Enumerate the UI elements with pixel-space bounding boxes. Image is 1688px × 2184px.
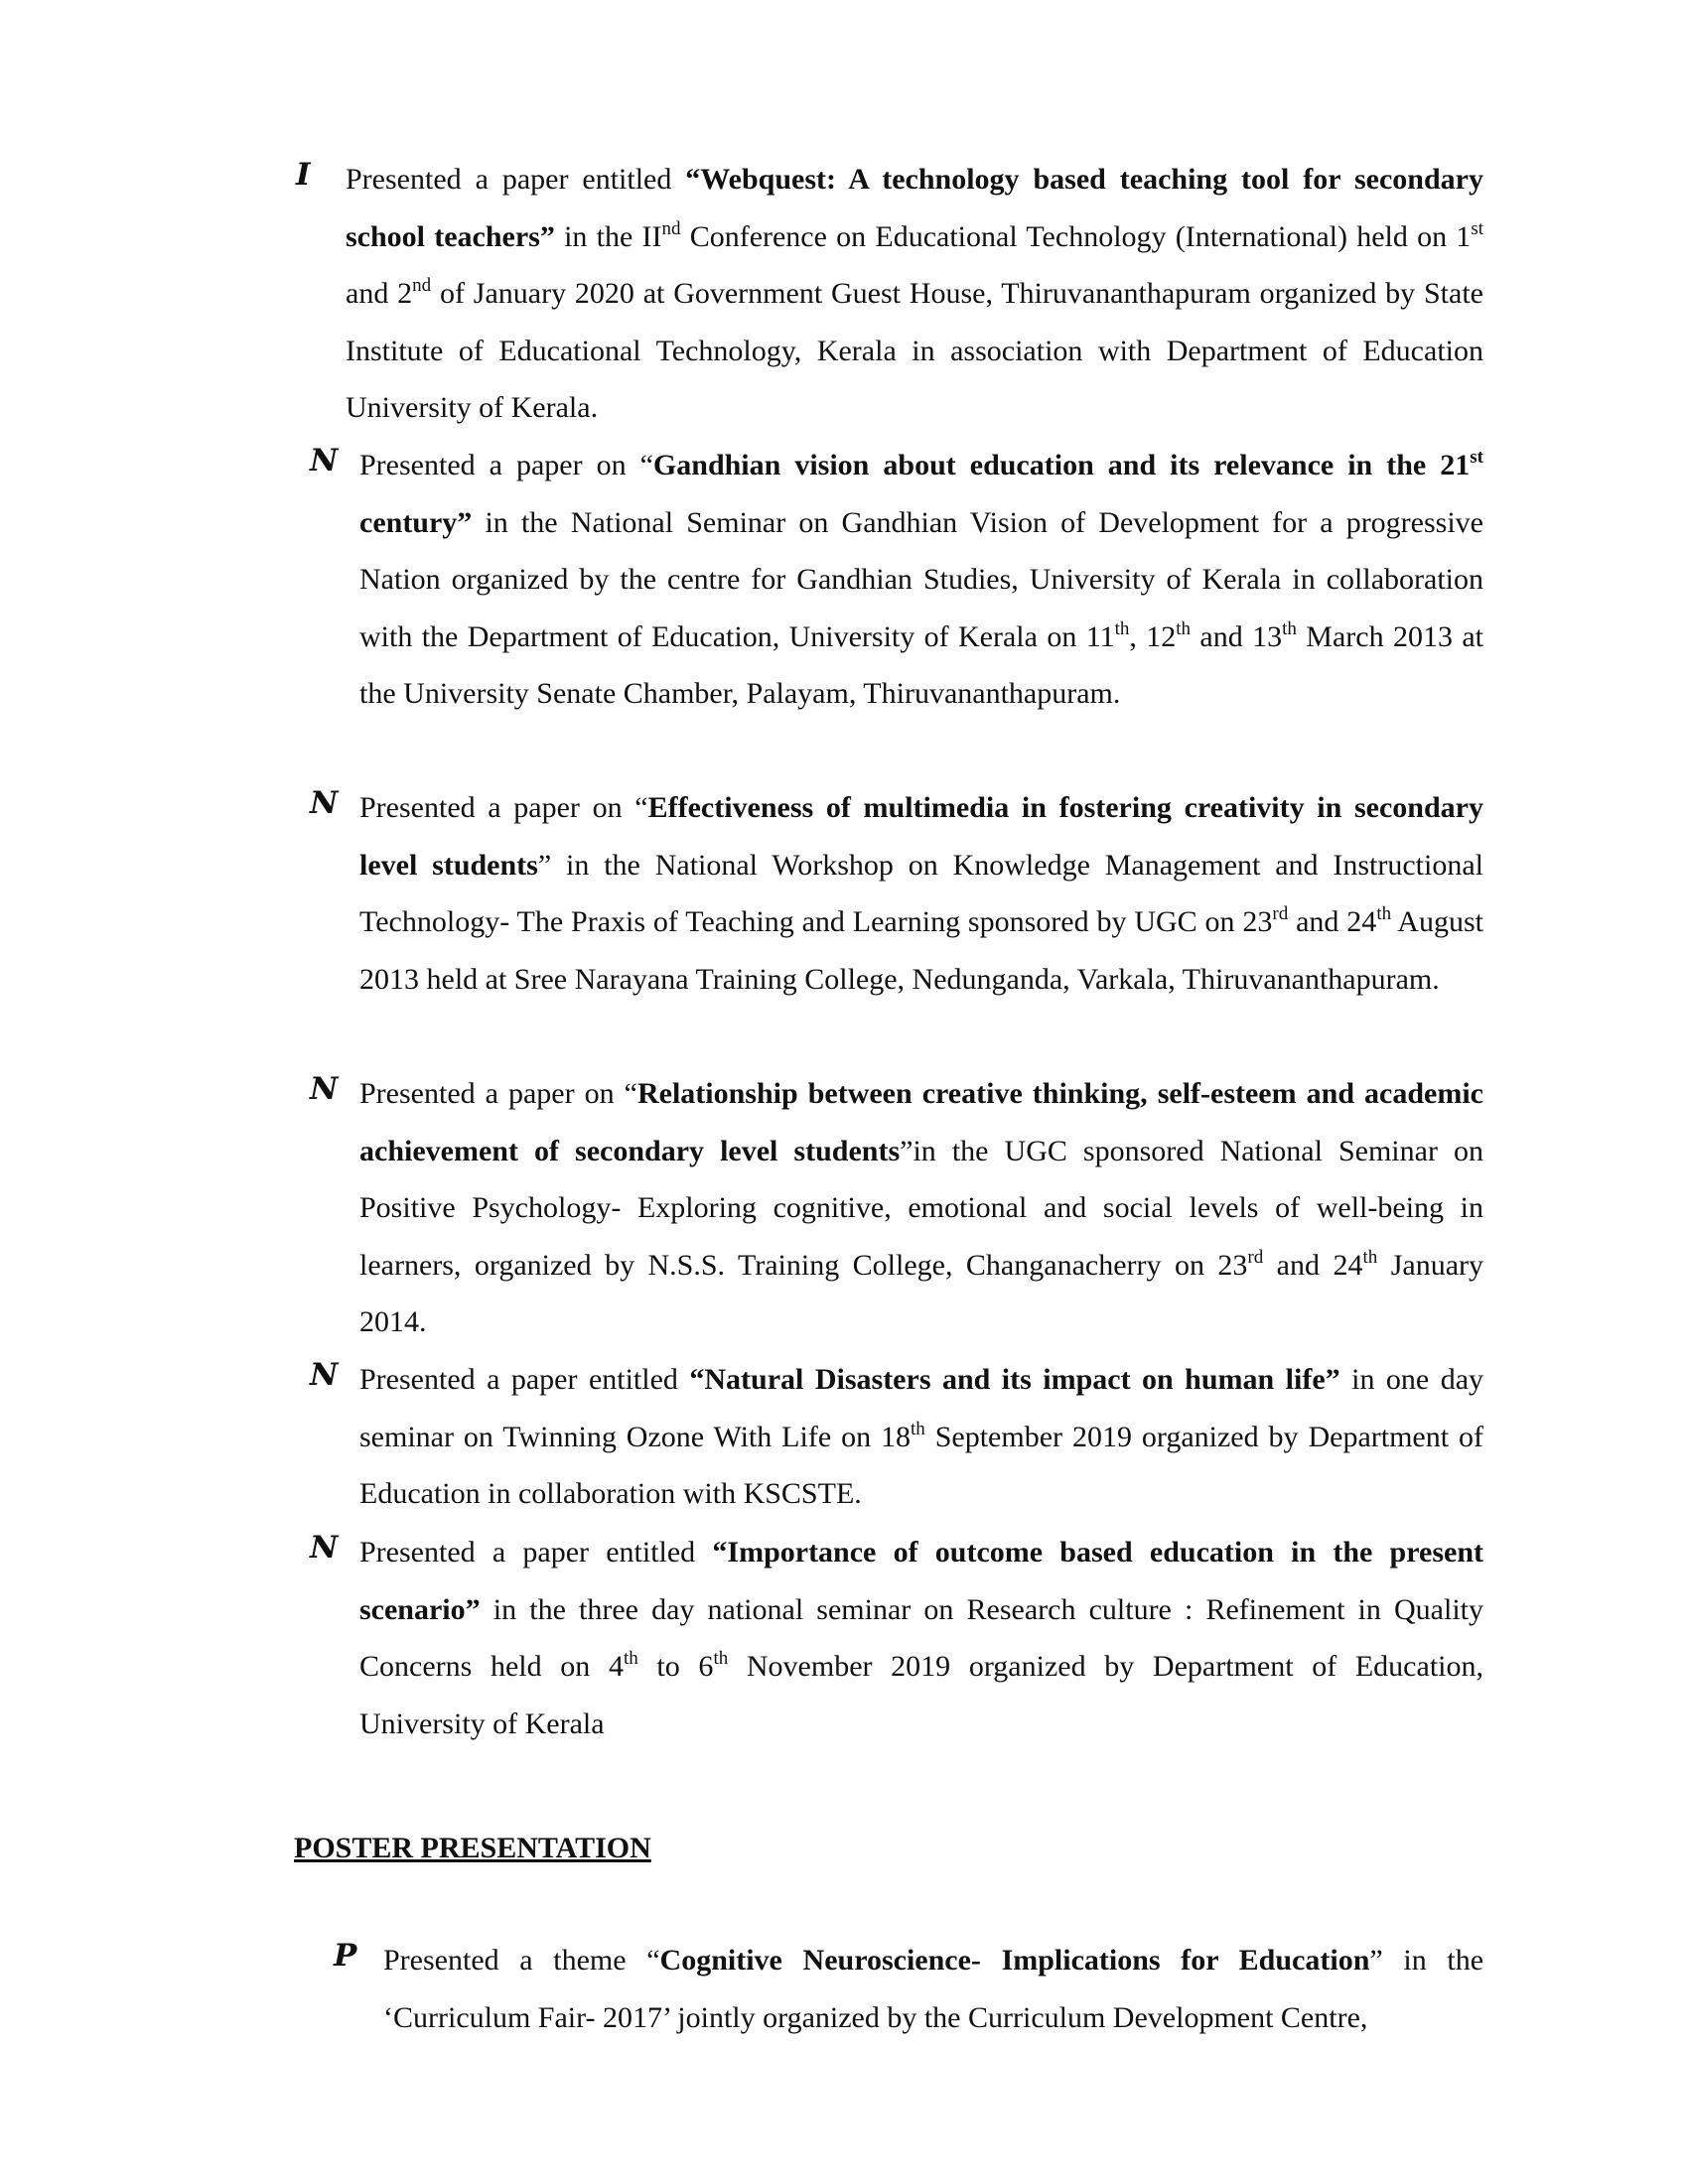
- paper-title: Relationship between creative thinking, self-esteem and academic achievement of secondary level students: [359, 1077, 1483, 1167]
- bullet-marker: P: [334, 1938, 357, 1974]
- paper-title: “Importance of outcome based education in the present scenario”: [359, 1536, 1483, 1626]
- paper-entry: Presented a paper entitled “Webquest: A technology based teaching tool for secondary school teachers” in the IInd Conference on Educational Technology (International) held on 1st and 2nd of January 2020 at Government Guest House, Thiruvananthapuram organized by State Institute of Educational Technology, Kerala in association with Department of Education University of Kerala.: [346, 163, 1483, 424]
- paper-title: “Natural Disasters and its impact on human life”: [689, 1363, 1340, 1396]
- bullet-marker: N: [310, 1071, 339, 1107]
- bullet-marker: N: [310, 785, 339, 821]
- bullet-marker: N: [310, 1357, 339, 1393]
- paper-entry: Presented a paper entitled “Importance of outcome based education in the present scenario” in the three day national seminar on Research culture : Refinement in Quality Concerns held on 4th to 6th November 2019 organized by Department of Education, University of Kerala: [359, 1536, 1483, 1740]
- paper-entry: Presented a paper entitled “Natural Disasters and its impact on human life” in one day seminar on Twinning Ozone With Life on 18th September 2019 organized by Department of Education in collaboration with KSCSTE.: [359, 1363, 1484, 1510]
- bullet-marker: N: [310, 443, 339, 478]
- paper-entry: Presented a paper on “Gandhian vision about education and its relevance in the 21st century” in the National Seminar on Gandhian Vision of Development for a progressive Nation organized by the centre for Gandhian Studies, University of Kerala in collaboration with the Department of Education, University of Kerala on 11th, 12th and 13th March 2013 at the University Senate Chamber, Palayam, Thiruvananthapuram.: [359, 447, 1483, 710]
- paper-title: Effectiveness of multimedia in fostering creativity in secondary level students: [359, 791, 1483, 882]
- bullet-marker: I: [296, 157, 311, 193]
- section-heading: POSTER PRESENTATION: [294, 1832, 651, 1864]
- poster-entry: Presented a theme “Cognitive Neuroscience- Implications for Education” in the ‘Curriculum Fair- 2017’ jointly organized by the Curriculum Development Centre,: [383, 1944, 1484, 2034]
- paper-title: Gandhian vision about education and its relevance in the 21st century”: [359, 447, 1483, 539]
- paper-entry: Presented a paper on “Effectiveness of multimedia in fostering creativity in secondary level students” in the National Workshop on Knowledge Management and Instructional Technology- The Praxis of Teaching and Learning sponsored by UGC on 23rd and 24th August 2013 held at Sree Narayana Training College, Nedunganda, Varkala, Thiruvananthapuram.: [359, 791, 1484, 996]
- poster-title: Cognitive Neuroscience- Implications for Education: [659, 1944, 1370, 1977]
- bullet-marker: N: [310, 1530, 339, 1566]
- paper-title: “Webquest: A technology based teaching tool for secondary school teachers”: [346, 163, 1483, 253]
- paper-entry: Presented a paper on “Relationship between creative thinking, self-esteem and academic achievement of secondary level students”in the UGC sponsored National Seminar on Positive Psychology- Exploring cognitive, emotional and social levels of well-being in learners, organized by N.S.S. Training College, Changanacherry on 23rd and 24th January 2014.: [359, 1077, 1483, 1338]
